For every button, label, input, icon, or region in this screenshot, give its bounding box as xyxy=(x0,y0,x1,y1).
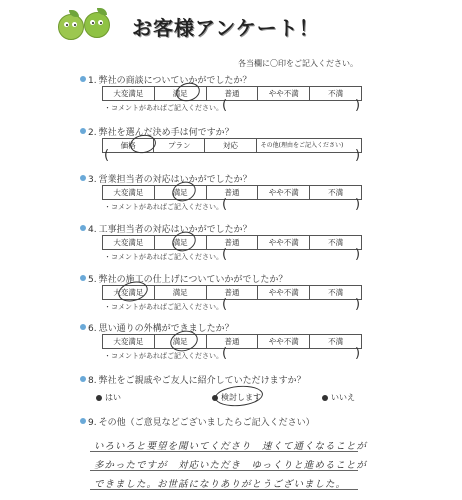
question-number: 4. xyxy=(88,225,97,235)
comment-paren-open: ( xyxy=(222,197,228,212)
comment-label-6: ・コメントがあればご記入ください。 xyxy=(104,352,223,360)
option-1-4[interactable]: やや不満 xyxy=(258,87,310,100)
question-4 xyxy=(88,222,252,235)
comment-paren-close: ) xyxy=(355,297,361,312)
option-4-3[interactable]: 普通 xyxy=(207,236,259,249)
header xyxy=(0,10,462,50)
question-text: 工事担当者の対応はいかがでしたか？ xyxy=(98,225,252,235)
comment-label-5: ・コメントがあればご記入ください。 xyxy=(104,303,223,311)
question-number: 1. xyxy=(88,76,97,86)
question-bullet-icon xyxy=(80,128,86,134)
option-3-1[interactable]: 大変満足 xyxy=(103,186,155,199)
question-number: 9. xyxy=(88,418,97,428)
radio-yes[interactable] xyxy=(96,392,121,403)
question-text: 弊社を選んだ決め手は何ですか？ xyxy=(98,128,234,138)
question-2 xyxy=(88,125,234,138)
option-6-1[interactable]: 大変満足 xyxy=(103,335,155,348)
option-2-1[interactable]: 価格 xyxy=(103,139,154,152)
option-3-5[interactable]: 不満 xyxy=(328,188,344,197)
radio-no[interactable] xyxy=(322,392,355,403)
comment-paren-open: ( xyxy=(222,98,228,113)
option-5-1[interactable]: 大変満足 xyxy=(103,286,155,299)
option-4-1[interactable]: 大変満足 xyxy=(103,236,155,249)
free-comment-area[interactable] xyxy=(90,434,368,490)
question-8 xyxy=(88,373,306,386)
question-3 xyxy=(88,172,252,185)
question-text: その他（ご意見などございましたらご記入ください） xyxy=(98,418,315,428)
option-5-2[interactable]: 満足 xyxy=(155,286,207,299)
question-bullet-icon xyxy=(80,225,86,231)
option-2-3[interactable]: 対応 xyxy=(205,139,256,152)
question-bullet-icon xyxy=(80,175,86,181)
option-3-2[interactable]: 満足 xyxy=(155,186,207,199)
question-text: 思い通りの外構ができましたか？ xyxy=(98,324,234,334)
option-1-2[interactable]: 満足 xyxy=(155,87,207,100)
comment-label-1: ・コメントがあればご記入ください。 xyxy=(104,104,223,112)
option-6-4[interactable]: やや不満 xyxy=(258,335,310,348)
question-number: 3. xyxy=(88,175,97,185)
mascot-left-icon xyxy=(58,14,84,40)
radio-dot-icon xyxy=(96,395,102,401)
question-bullet-icon xyxy=(80,418,86,424)
option-6-3[interactable]: 普通 xyxy=(207,335,259,348)
option-3-3[interactable]: 普通 xyxy=(207,186,259,199)
question-9 xyxy=(88,415,315,428)
comment-paren-close: ) xyxy=(355,346,361,361)
option-1-3[interactable]: 普通 xyxy=(207,87,259,100)
option-1-1[interactable]: 大変満足 xyxy=(103,87,155,100)
question-bullet-icon xyxy=(80,275,86,281)
comment-paren-open: ( xyxy=(222,346,228,361)
question-text: 弊社の商談についていかがでしたか？ xyxy=(98,76,252,86)
handwritten-line-1: いろいろと要望を聞いてくださり 速くて通くなることが xyxy=(94,441,368,452)
comment-paren-close: ) xyxy=(355,197,361,212)
selection-mark xyxy=(214,384,264,408)
option-4-4[interactable]: やや不満 xyxy=(258,236,310,249)
option-5-5[interactable]: 不満 xyxy=(328,288,344,297)
answer-options-6 xyxy=(102,334,362,349)
question-number: 2. xyxy=(88,128,97,138)
mascot-right-icon xyxy=(84,12,110,38)
option-2-2[interactable]: プラン xyxy=(154,139,205,152)
answer-options-3 xyxy=(102,185,362,200)
question-bullet-icon xyxy=(80,376,86,382)
question-number: 8. xyxy=(88,376,97,386)
option-6-2[interactable]: 満足 xyxy=(155,335,207,348)
question-text: 営業担当者の対応はいかがでしたか？ xyxy=(98,175,252,185)
question-text: 弊社の施工の仕上げについていかがでしたか？ xyxy=(98,275,288,285)
question-text: 弊社をご親戚やご友人に紹介していただけますか？ xyxy=(98,376,306,386)
option-5-3[interactable]: 普通 xyxy=(207,286,259,299)
instruction-text: 各当欄に〇印をご記入ください。 xyxy=(238,59,358,68)
question-6 xyxy=(88,321,234,334)
comment-paren-close: ) xyxy=(355,98,361,113)
option-3-4[interactable]: やや不満 xyxy=(258,186,310,199)
comment-paren-open: ( xyxy=(104,148,110,163)
comment-paren-open: ( xyxy=(222,297,228,312)
comment-paren-close: ) xyxy=(355,247,361,262)
question-bullet-icon xyxy=(80,76,86,82)
answer-options-4 xyxy=(102,235,362,250)
comment-paren-close: ) xyxy=(355,148,361,163)
handwritten-line-2: 多かったですが 対応いただき ゆっくりと進めることが xyxy=(94,460,367,471)
question-5 xyxy=(88,272,287,285)
answer-options-1 xyxy=(102,86,362,101)
comment-paren-open: ( xyxy=(222,247,228,262)
question-number: 5. xyxy=(88,275,97,285)
comment-label-3: ・コメントがあればご記入ください。 xyxy=(104,203,223,211)
radio-label: いいえ xyxy=(331,393,355,402)
radio-dot-icon xyxy=(322,395,328,401)
option-4-2[interactable]: 満足 xyxy=(155,236,207,249)
option-5-4[interactable]: やや不満 xyxy=(258,286,310,299)
option-2-4[interactable]: その他(理由をご記入ください) xyxy=(260,142,344,149)
handwritten-line-3: できました。お世話になりありがとうございました。 xyxy=(94,479,347,490)
comment-label-4: ・コメントがあればご記入ください。 xyxy=(104,253,223,261)
question-1 xyxy=(88,73,251,86)
page-title: お客様アンケート！ xyxy=(132,16,320,40)
option-4-5[interactable]: 不満 xyxy=(328,238,344,247)
question-bullet-icon xyxy=(80,324,86,330)
radio-label: 検討します xyxy=(221,393,261,402)
option-1-5[interactable]: 不満 xyxy=(328,89,344,98)
question-number: 6. xyxy=(88,324,97,334)
radio-label: はい xyxy=(105,393,121,402)
option-6-5[interactable]: 不満 xyxy=(328,337,344,346)
